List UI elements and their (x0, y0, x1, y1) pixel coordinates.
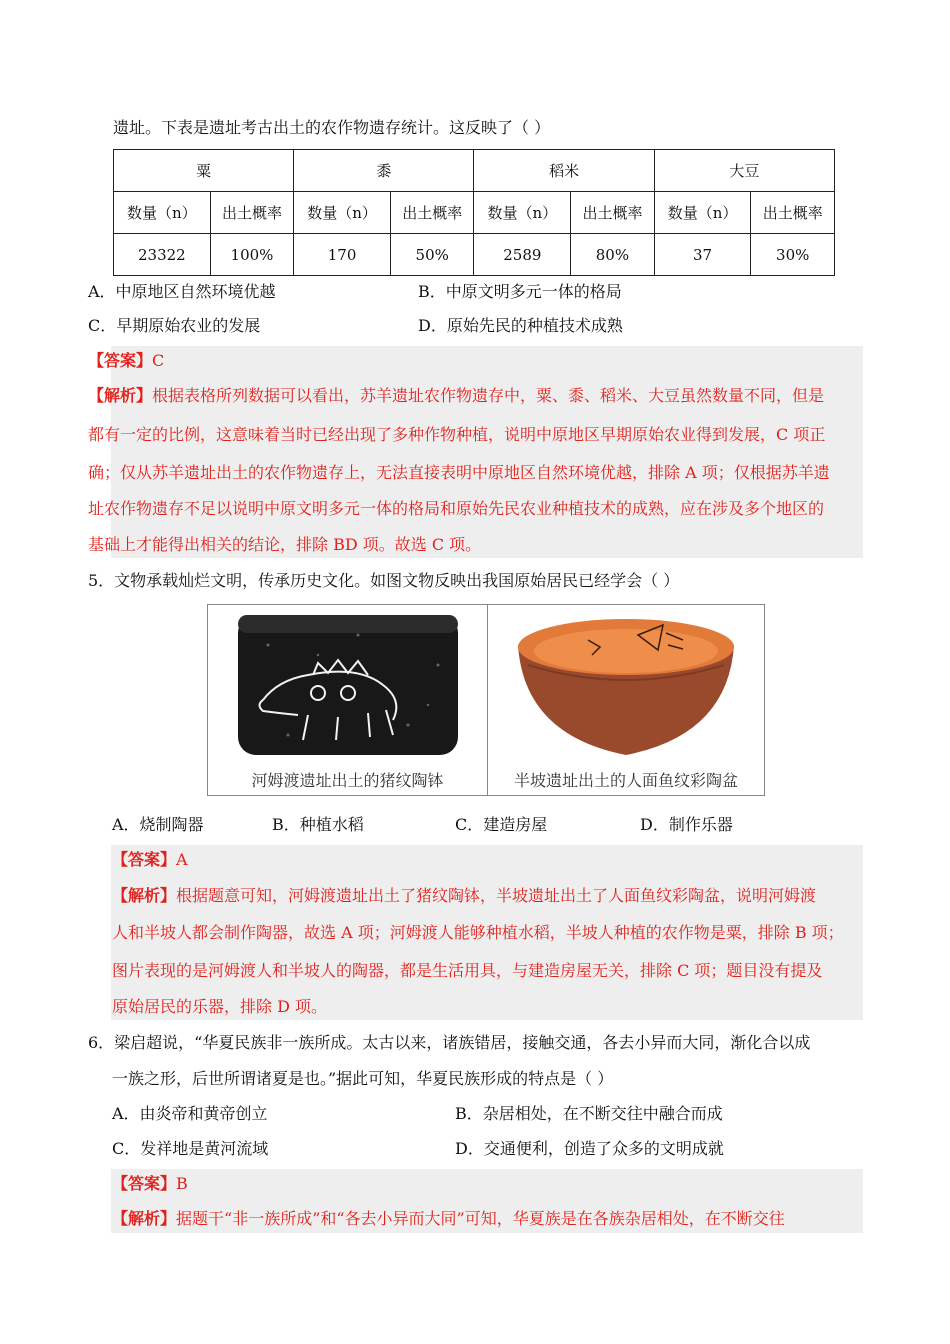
table-subheader: 数量（n） (654, 192, 751, 234)
q5-option-b: B．种植水稻 (272, 815, 364, 834)
table-subheader: 数量（n） (114, 192, 211, 234)
q5-option-c: C．建造房屋 (455, 815, 548, 834)
table-header-crop: 黍 (294, 150, 474, 192)
q4-option-d: D．原始先民的种植技术成熟 (418, 316, 623, 335)
table-subheader: 出土概率 (390, 192, 474, 234)
figure-caption-right: 半坡遗址出土的人面鱼纹彩陶盆 (513, 771, 738, 790)
q4-analysis-line: 址农作物遗存不足以说明中原文明多元一体的格局和原始先民农业种植技术的成熟，应在涉及多个地区的 (88, 499, 825, 518)
q4-stem-tail: 遗址。下表是遗址考古出土的农作物遗存统计。这反映了（ ） (113, 118, 551, 137)
q4-answer: 【答案】C (88, 351, 165, 370)
table-subheader: 出土概率 (571, 192, 655, 234)
table-cell: 50% (390, 234, 474, 276)
table-cell: 170 (294, 234, 391, 276)
pig-pattern-bowl-panel (208, 605, 488, 795)
q5-analysis-line: 图片表现的是河姆渡人和半坡人的陶器，都是生活用具，与建造房屋无关，排除 C 项；题目没有提及 (112, 961, 823, 980)
fish-face-basin-image (488, 605, 764, 765)
figure-caption-left: 河姆渡遗址出土的猪纹陶钵 (251, 771, 444, 790)
q6-option-c: C．发祥地是黄河流域 (112, 1139, 269, 1158)
q5-answer: 【答案】A (112, 850, 188, 869)
q6-option-d: D．交通便利，创造了众多的文明成就 (455, 1139, 724, 1158)
table-subheader: 数量（n） (294, 192, 391, 234)
q4-analysis-line: 【解析】根据表格所列数据可以看出，苏羊遗址农作物遗存中，粟、黍、稻米、大豆虽然数量不同，但是 (88, 386, 825, 405)
table-cell: 2589 (474, 234, 571, 276)
q4-analysis-line: 确；仅从苏羊遗址出土的农作物遗存上，无法直接表明中原地区自然环境优越，排除 A 项；仅根据苏羊遗 (88, 463, 830, 482)
q5-analysis-line: 【解析】根据题意可知，河姆渡遗址出土了猪纹陶钵，半坡遗址出土了人面鱼纹彩陶盆，说明河姆渡 (112, 886, 817, 905)
crop-remains-table (113, 149, 835, 276)
q4-analysis-line: 基础上才能得出相关的结论，排除 BD 项。故选 C 项。 (88, 535, 482, 554)
q6-stem-line: 一族之形，后世所谓诸夏是也。”据此可知，华夏民族形成的特点是（ ） (112, 1069, 614, 1088)
table-subheader: 出土概率 (751, 192, 835, 234)
q5-analysis-line: 人和半坡人都会制作陶器，故选 A 项；河姆渡人能够种植水稻，半坡人种植的农作物是粟，排除 B 项； (112, 923, 844, 942)
q6-option-a: A．由炎帝和黄帝创立 (112, 1104, 268, 1123)
table-cell: 37 (654, 234, 751, 276)
q4-option-b: B．中原文明多元一体的格局 (418, 282, 622, 301)
table-header-crop: 稻米 (474, 150, 654, 192)
q5-option-a: A．烧制陶器 (112, 815, 204, 834)
q5-analysis-line: 原始居民的乐器，排除 D 项。 (112, 997, 328, 1016)
table-cell: 80% (571, 234, 655, 276)
table-cell: 100% (210, 234, 294, 276)
q6-answer: 【答案】B (112, 1174, 188, 1193)
q5-option-d: D．制作乐器 (640, 815, 733, 834)
table-subheader: 出土概率 (210, 192, 294, 234)
q5-stem: 5．文物承载灿烂文明，传承历史文化。如图文物反映出我国原始居民已经学会（ ） (88, 571, 680, 590)
artifact-figure (207, 604, 765, 796)
q4-analysis-line: 都有一定的比例，这意味着当时已经出现了多种作物种植，说明中原地区早期原始农业得到发展，C 项正 (88, 425, 826, 444)
table-header-crop: 粟 (114, 150, 294, 192)
fish-face-basin-panel (488, 605, 764, 795)
q4-option-a: A．中原地区自然环境优越 (88, 282, 276, 301)
q6-analysis-line: 【解析】据题干“非一族所成”和“各去小异而大同”可知，华夏族是在各族杂居相处，在不断交往 (112, 1209, 785, 1228)
table-header-crop: 大豆 (654, 150, 834, 192)
table-cell: 30% (751, 234, 835, 276)
q4-answer-shade (111, 346, 863, 558)
pig-pattern-bowl-image (208, 605, 487, 765)
q6-stem-line: 6．梁启超说，“华夏民族非一族所成。太古以来，诸族错居，接触交通，各去小异而大同，渐化合以成 (88, 1033, 811, 1052)
table-subheader: 数量（n） (474, 192, 571, 234)
q6-option-b: B．杂居相处，在不断交往中融合而成 (455, 1104, 723, 1123)
table-cell: 23322 (114, 234, 211, 276)
q4-option-c: C．早期原始农业的发展 (88, 316, 261, 335)
